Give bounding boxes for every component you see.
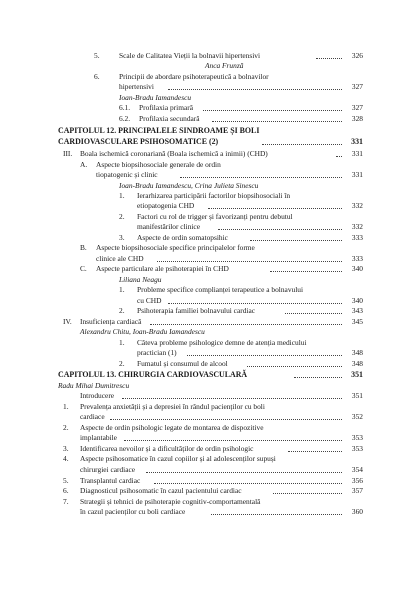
entry-title: etiopatogenia CHD [137, 201, 195, 210]
entry-title: Fumatul și consumul de alcool [137, 359, 228, 368]
chapter-title: CAPITOLUL 12. PRINCIPALELE SINDROAME ȘI BOLI [58, 126, 260, 135]
entry-title: cardiace [80, 412, 105, 421]
chapter-title: CAPITOLUL 13. CHIRURGIA CARDIOVASCULARĂ [58, 370, 248, 379]
entry-title: Prevalența anxietății și a depresiei în rândul pacienților cu boli [80, 402, 265, 411]
entry-number: 3. [119, 233, 125, 242]
entry-number: III. [63, 149, 73, 158]
entry-title: practician (1) [137, 348, 177, 357]
dot-leader [180, 177, 342, 178]
entry-number: 5. [63, 476, 69, 485]
entry-title: în cazul pacienților cu boli cardiace [80, 507, 186, 516]
entry-title: Diagnosticul psihosomatic în cazul pacientului cardiac [80, 486, 242, 495]
entry-page: 360 [351, 507, 363, 516]
dot-leader [157, 261, 342, 262]
entry-number: 2. [119, 359, 125, 368]
dot-leader [316, 58, 342, 59]
entry-page: 327 [351, 103, 363, 112]
entry-number: 4. [63, 454, 69, 463]
entry-title: Aspecte de ordin psihologic legate de montarea de dispozitive [80, 423, 264, 432]
dot-leader [168, 303, 342, 304]
entry-title: Identificarea nevoilor și a dificultăților de ordin psihologic [80, 444, 254, 453]
entry-number: 2. [119, 212, 125, 221]
entry-page: 331 [351, 170, 363, 179]
entry-page: 353 [351, 433, 363, 442]
entry-title: hipertensivi [119, 82, 154, 91]
entry-page: 332 [351, 201, 363, 210]
dot-leader [294, 377, 342, 378]
entry-number: 6.2. [119, 114, 131, 123]
entry-number: B. [80, 243, 87, 252]
entry-title: Aspecte de ordin somatopsihic [137, 233, 228, 242]
entry-title: Transplantul cardiac [80, 476, 141, 485]
dot-leader [150, 324, 342, 325]
entry-title: Aspecte biopsihosociale generale de ordin [96, 160, 221, 169]
entry-title: Aspecte psihosomatice în cazul copiilor și al adolescenților supuși [80, 454, 276, 463]
entry-title: clinice ale CHD [96, 254, 144, 263]
entry-title: implantabile [80, 433, 117, 442]
entry-page: 352 [351, 412, 363, 421]
dot-leader [154, 483, 342, 484]
entry-title: Scale de Calitatea Vieții la bolnavii hipertensivi [119, 51, 261, 60]
entry-number: C. [80, 264, 87, 273]
dot-leader [124, 440, 342, 441]
dot-leader [168, 89, 342, 90]
dot-leader [250, 240, 342, 241]
dot-leader [218, 229, 342, 230]
entry-title: Psihoterapia familiei bolnavului cardiac [137, 306, 256, 315]
entry-title: Strategii și tehnici de psihoterapie cognitiv-comportamentală [80, 497, 261, 506]
entry-number: 2. [119, 306, 125, 315]
entry-number: 1. [63, 402, 69, 411]
entry-title: Factori cu rol de trigger și favorizanți pentru debutul [137, 212, 293, 221]
dot-leader [273, 493, 342, 494]
entry-page: 357 [351, 486, 363, 495]
entry-page: 333 [351, 233, 363, 242]
entry-number: 7. [63, 497, 69, 506]
chapter-page: 351 [351, 370, 363, 379]
entry-page: 354 [351, 465, 363, 474]
entry-page: 351 [351, 391, 363, 400]
entry-title: Aspecte biopsihosociale specifice principalelor forme [96, 243, 255, 252]
entry-number: IV. [63, 317, 72, 326]
dot-leader [211, 514, 342, 515]
entry-title: Insuficiența cardiacă [80, 317, 142, 326]
entry-title: Câteva probleme psihologice demne de atenția medicului [137, 338, 307, 347]
chapter-title: CARDIOVASCULARE PSIHOSOMATICE (2) [58, 137, 219, 146]
entry-page: 326 [351, 51, 363, 60]
entry-title: Principii de abordare psihoterapeutică a bolnavilor [119, 72, 269, 81]
entry-title: tiopatogenic și clinic [96, 170, 158, 179]
entry-number: 1. [119, 285, 125, 294]
entry-page: 348 [351, 348, 363, 357]
dot-leader [110, 419, 342, 420]
entry-number: 3. [63, 444, 69, 453]
entry-page: 353 [351, 444, 363, 453]
entry-title: Ierarhizarea participării factorilor biopsihosociali în [137, 191, 291, 200]
entry-title: Probleme specifice complianței terapeutice a bolnavului [137, 285, 304, 294]
entry-title: chirurgiei cardiace [80, 465, 136, 474]
entry-page: 331 [351, 149, 363, 158]
entry-page: 328 [351, 114, 363, 123]
dot-leader [208, 208, 342, 209]
entry-page: 356 [351, 476, 363, 485]
entry-title: Aspecte particulare ale psihoterapiei în CHD [96, 264, 229, 273]
entry-number: 6.1. [119, 103, 131, 112]
entry-page: 333 [351, 254, 363, 263]
entry-page: 340 [351, 296, 363, 305]
entry-page: 343 [351, 306, 363, 315]
chapter-page: 331 [351, 137, 363, 146]
entry-number: 5. [94, 51, 100, 60]
dot-leader [247, 366, 342, 367]
entry-page: 348 [351, 359, 363, 368]
entry-title: Boala ischemică coronariană (Boala ischemică a inimii) (CHD) [80, 149, 268, 158]
dot-leader [212, 121, 342, 122]
entry-title: cu CHD [137, 296, 162, 305]
entry-number: 2. [63, 423, 69, 432]
entry-title: Profilaxia primară [139, 103, 193, 112]
dot-leader [203, 110, 342, 111]
entry-number: 6. [63, 486, 69, 495]
entry-number: A. [80, 160, 88, 169]
entry-title: manifestărilor clinice [137, 222, 200, 231]
entry-title: Introducere [80, 391, 115, 400]
entry-page: 340 [351, 264, 363, 273]
toc-page: 5. Scale de Calitatea Vieții la bolnavii hipertensivi 326 Anca Frunză 6. Principii de abordare psihoterapeutică a bolnavilor hipertensivi 327 Ioan-Bradu Iamandescu 6.1. Profilaxia primară 327 6.2. Profilaxia secundară 328 CAPITOLUL 12. PRINCIPALELE SINDROAME ȘI BOLI CARDIOVASCULARE PSIHOSOMATICE (2) 331 III. Boala ischemică coronariană (Boala ischemică a inimii) (CHD) 331 A. Aspecte biopsihosociale generale de ordin tiopatogenic și clinic 331 Ioan-Bradu Iamandescu, Crina Julieta Sinescu 1. Ierarhizarea participării factorilor biopsihosociali în etiopatogenia CHD 332 2. Factori cu rol de trigger și favorizanți pentru debutul manifestărilor clinice 332 3. Aspecte de ordin somatopsihic 333 B. Aspecte biopsihosociale specifice principalelor forme clinice ale CHD 333 C. Aspecte particulare ale psihoterapiei în CHD 340 Liliana Neagu 1. Probleme specifice complianței terapeutice a bolnavului cu CHD 340 2. Psihoterapia familiei bolnavului cardiac 343 IV. Insuficiența cardiacă 345 Alexandru Chitu, Ioan-Bradu Iamandescu 1. Câteva probleme psihologice demne de atenția medicului practician (1) 348 2. Fumatul și consumul de alcool 348 CAPITOLUL 13. CHIRURGIA CARDIOVASCULARĂ 351 Radu Mihai Dumitrescu Introducere 351 1. Prevalența anxietății și a depresiei în rândul pacienților cu boli cardiace 352 2. Aspecte de ordin psihologic legate de montarea de dispozitive implantabile 353 3. Identificarea nevoilor și a dificultăților de ordin psihologic 353 4. Aspecte psihosomatice în cazul copiilor și al adolescenților supuși chirurgiei cardiace 354 5. Transplantul cardiac 356 6. Diagnosticul psihosomatic în cazul pacientului cardiac 357 7. Strategii și tehnici de psihoterapie cognitiv-comportamentală în cazul pacienților cu boli cardiace 360 [58, 51, 363, 516]
dot-leader [270, 271, 342, 272]
dot-leader [285, 313, 342, 314]
entry-number: 1. [119, 191, 125, 200]
entry-title: Profilaxia secundară [139, 114, 200, 123]
entry-page: 327 [351, 82, 363, 91]
entry-number: 6. [94, 72, 100, 81]
entry-page: 345 [351, 317, 363, 326]
dot-leader [262, 144, 342, 145]
entry-number: 1. [119, 338, 125, 347]
dot-leader [146, 472, 342, 473]
dot-leader [288, 451, 342, 452]
dot-leader [122, 398, 342, 399]
entry-page: 332 [351, 222, 363, 231]
dot-leader [187, 355, 342, 356]
dot-leader [336, 156, 342, 157]
